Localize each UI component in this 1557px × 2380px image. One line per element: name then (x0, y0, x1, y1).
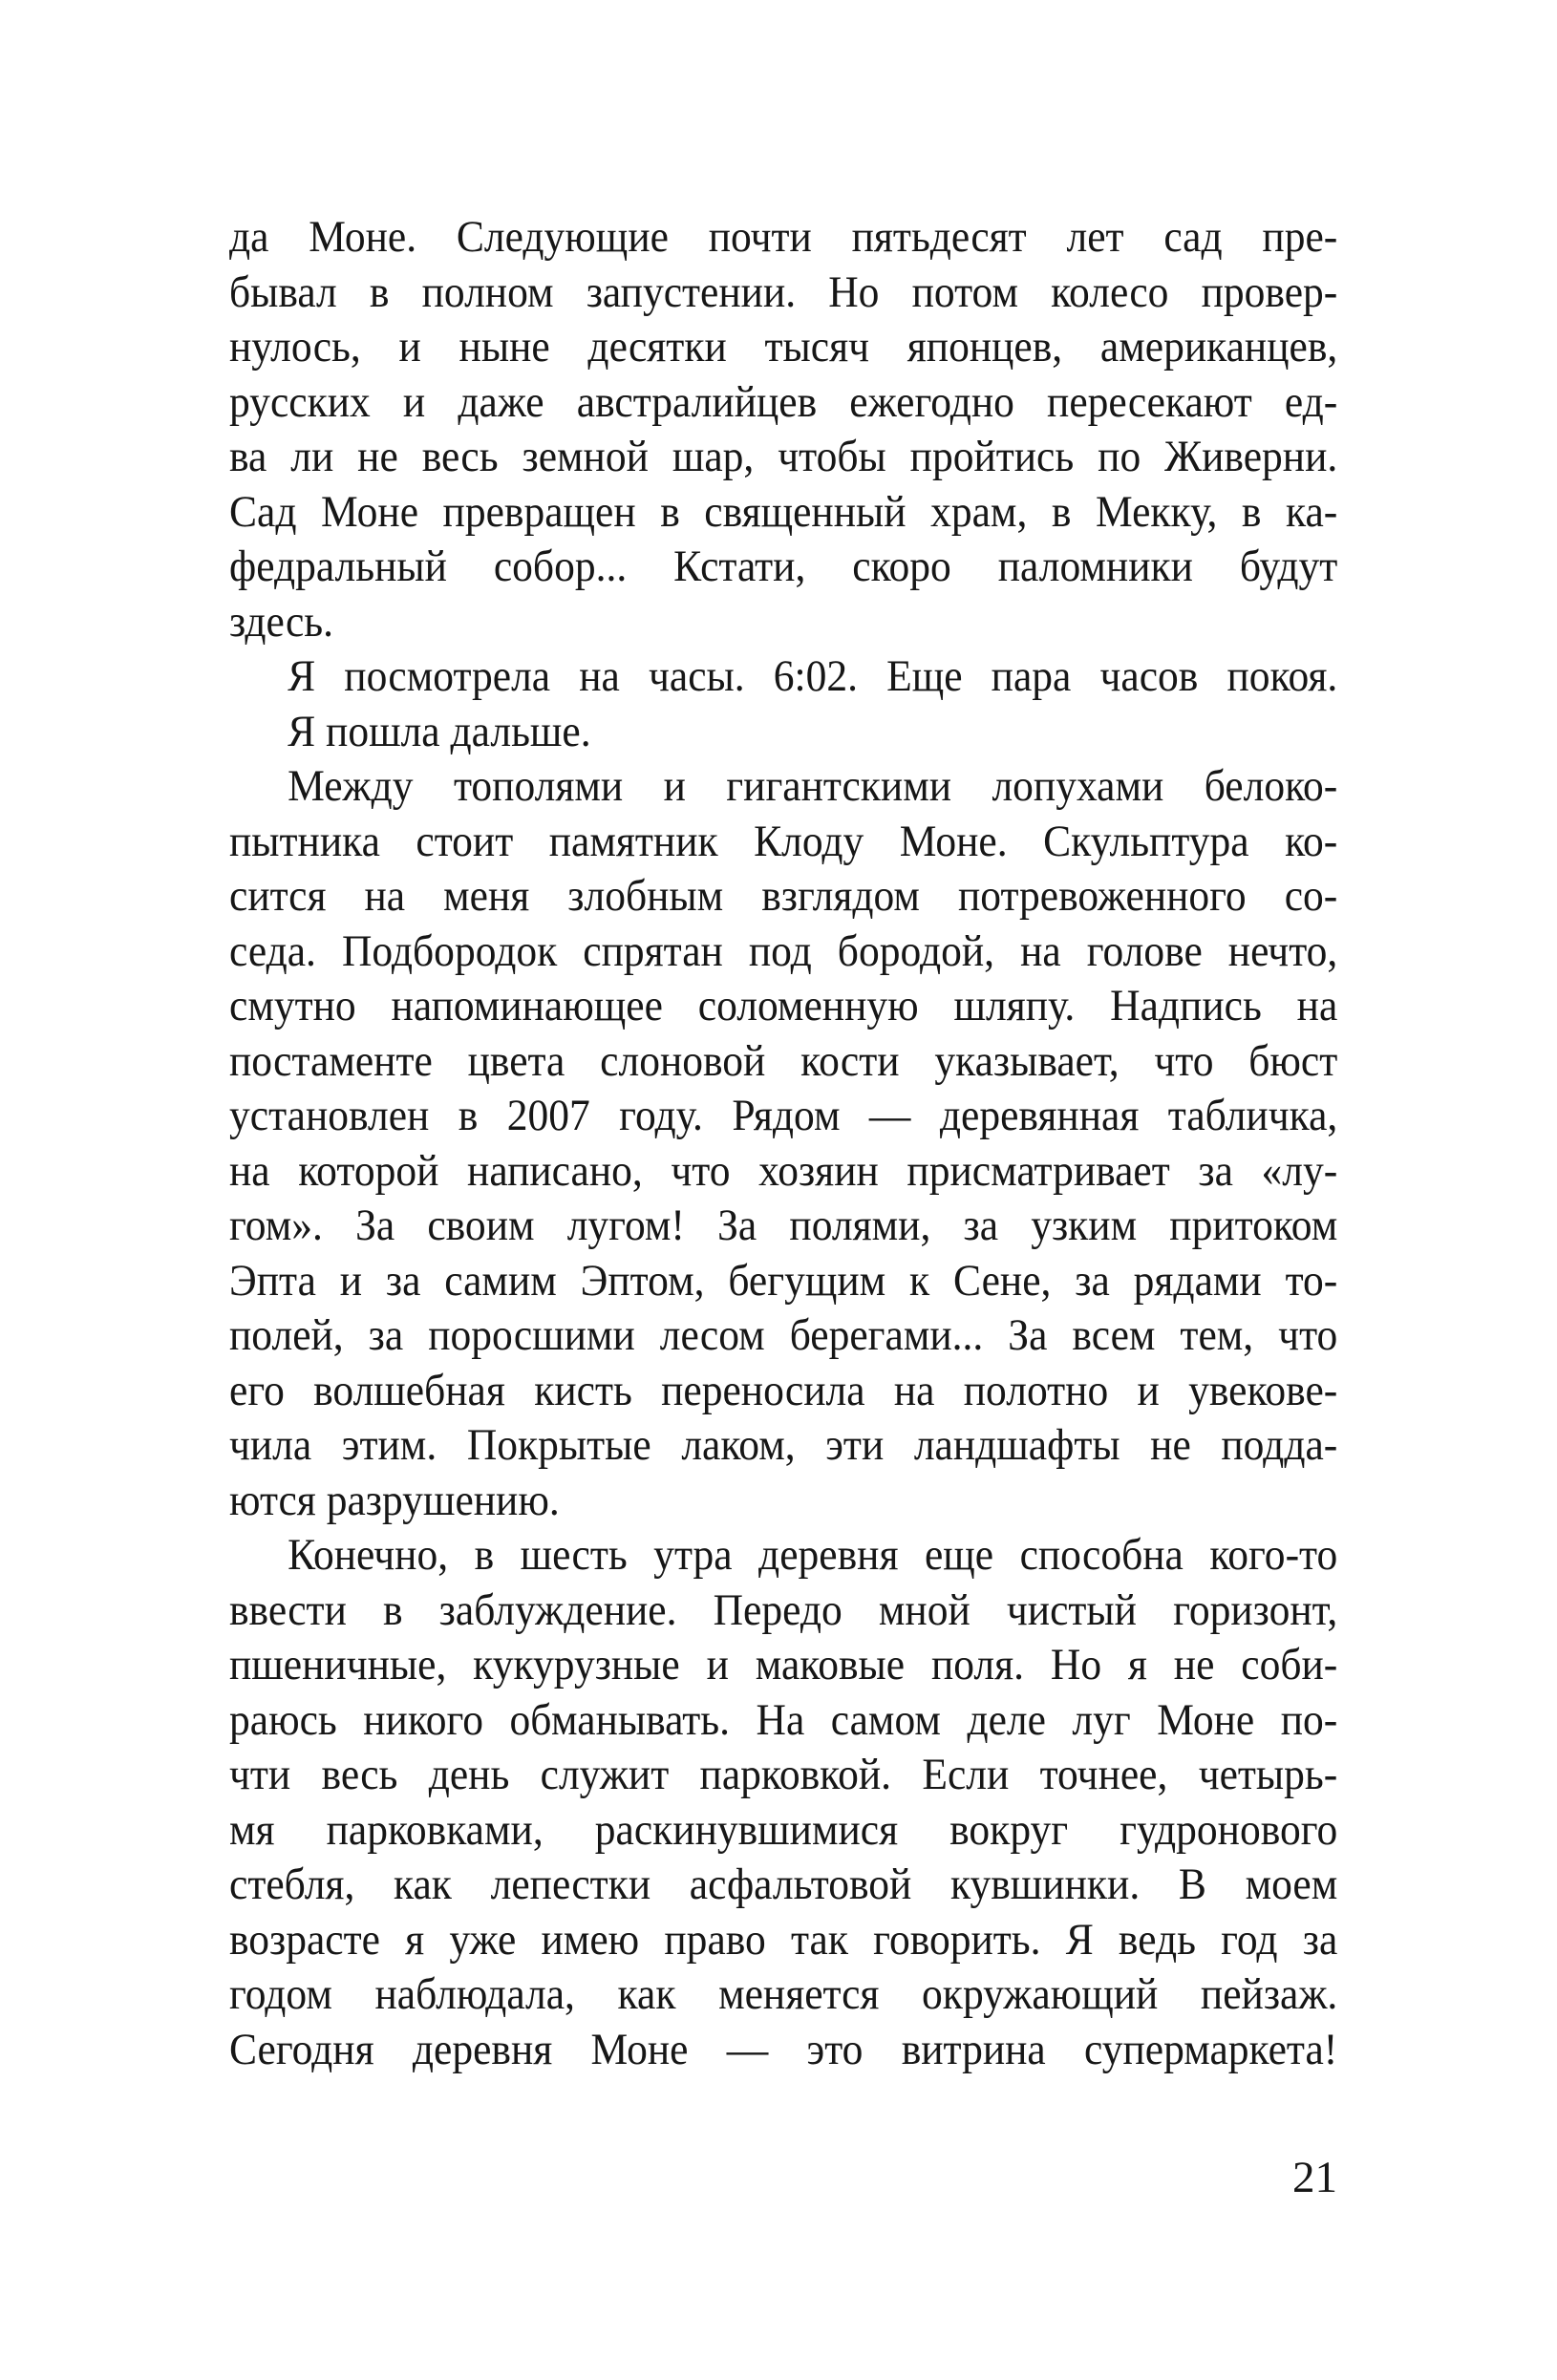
text-line: ются разрушению. (229, 1475, 560, 1525)
text-line: возрасте я уже имею право так говорить. Я ведь год за (229, 1914, 1338, 1965)
text-line: пытника стоит памятник Клоду Моне. Скульптура ко- (229, 816, 1338, 866)
text-line: полей, за поросшими лесом берегами... За всем тем, что (229, 1310, 1338, 1360)
text-line: постаменте цвета слоновой кости указывает, что бюст (229, 1035, 1338, 1086)
text-line: стебля, как лепестки асфальтовой кувшинки. В моем (229, 1859, 1338, 1909)
text-line: бывал в полном запустении. Но потом колесо провер- (229, 266, 1338, 317)
text-line: ввести в заблуждение. Передо мной чистый горизонт, (229, 1584, 1338, 1635)
text-line: его волшебная кисть переносила на полотно и увекове- (229, 1365, 1338, 1415)
text-line: мя парковками, раскинувшимися вокруг гудронового (229, 1804, 1338, 1855)
text-line: Сегодня деревня Моне — это витрина супермаркета! (229, 2024, 1338, 2074)
text-line: чти весь день служит парковкой. Если точнее, четырь- (229, 1750, 1338, 1799)
text-line: Конечно, в шесть утра деревня еще способна кого-то (288, 1530, 1338, 1580)
text-line: сится на меня злобным взглядом потревоженного со- (229, 871, 1338, 921)
text-line: да Моне. Следующие почти пятьдесят лет сад пре- (229, 212, 1338, 262)
page-number: 21 (1292, 2153, 1337, 2202)
text-line: нулось, и ныне десятки тысяч японцев, американцев, (229, 322, 1338, 372)
text-line: чила этим. Покрытые лаком, эти ландшафты не подда- (229, 1420, 1338, 1470)
text-line: на которой написано, что хозяин присматривает за «лу- (229, 1145, 1338, 1196)
text-line: гом». За своим лугом! За полями, за узким притоком (229, 1201, 1338, 1250)
text-line: годом наблюдала, как меняется окружающий пейзаж. (229, 1969, 1338, 2019)
text-line: Между тополями и гигантскими лопухами белоко- (288, 761, 1338, 811)
text-line: здесь. (229, 596, 334, 647)
text-line: русских и даже австралийцев ежегодно пересекают ед- (229, 376, 1338, 427)
text-line: раюсь никого обманывать. На самом деле луг Моне по- (229, 1694, 1338, 1745)
text-line: установлен в 2007 году. Рядом — деревянная табличка, (229, 1091, 1338, 1140)
text-line: Сад Моне превращен в священный храм, в Мекку, в ка- (229, 486, 1338, 537)
text-line: смутно напоминающее соломенную шляпу. Надпись на (229, 981, 1338, 1031)
text-line: седа. Подбородок спрятан под бородой, на голове нечто, (229, 925, 1338, 976)
text-line: ва ли не весь земной шар, чтобы пройтись по Живерни. (229, 432, 1338, 481)
text-line: Я пошла дальше. (288, 706, 591, 756)
text-line: Я посмотрела на часы. 6:02. Еще пара часов покоя. (288, 651, 1338, 701)
text-line: федральный собор... Кстати, скоро паломники будут (229, 542, 1338, 591)
text-line: Эпта и за самим Эптом, бегущим к Сене, за рядами то- (229, 1255, 1338, 1306)
text-line: пшеничные, кукурузные и маковые поля. Но я не соби- (229, 1640, 1338, 1689)
page-text-block (229, 210, 1337, 2077)
